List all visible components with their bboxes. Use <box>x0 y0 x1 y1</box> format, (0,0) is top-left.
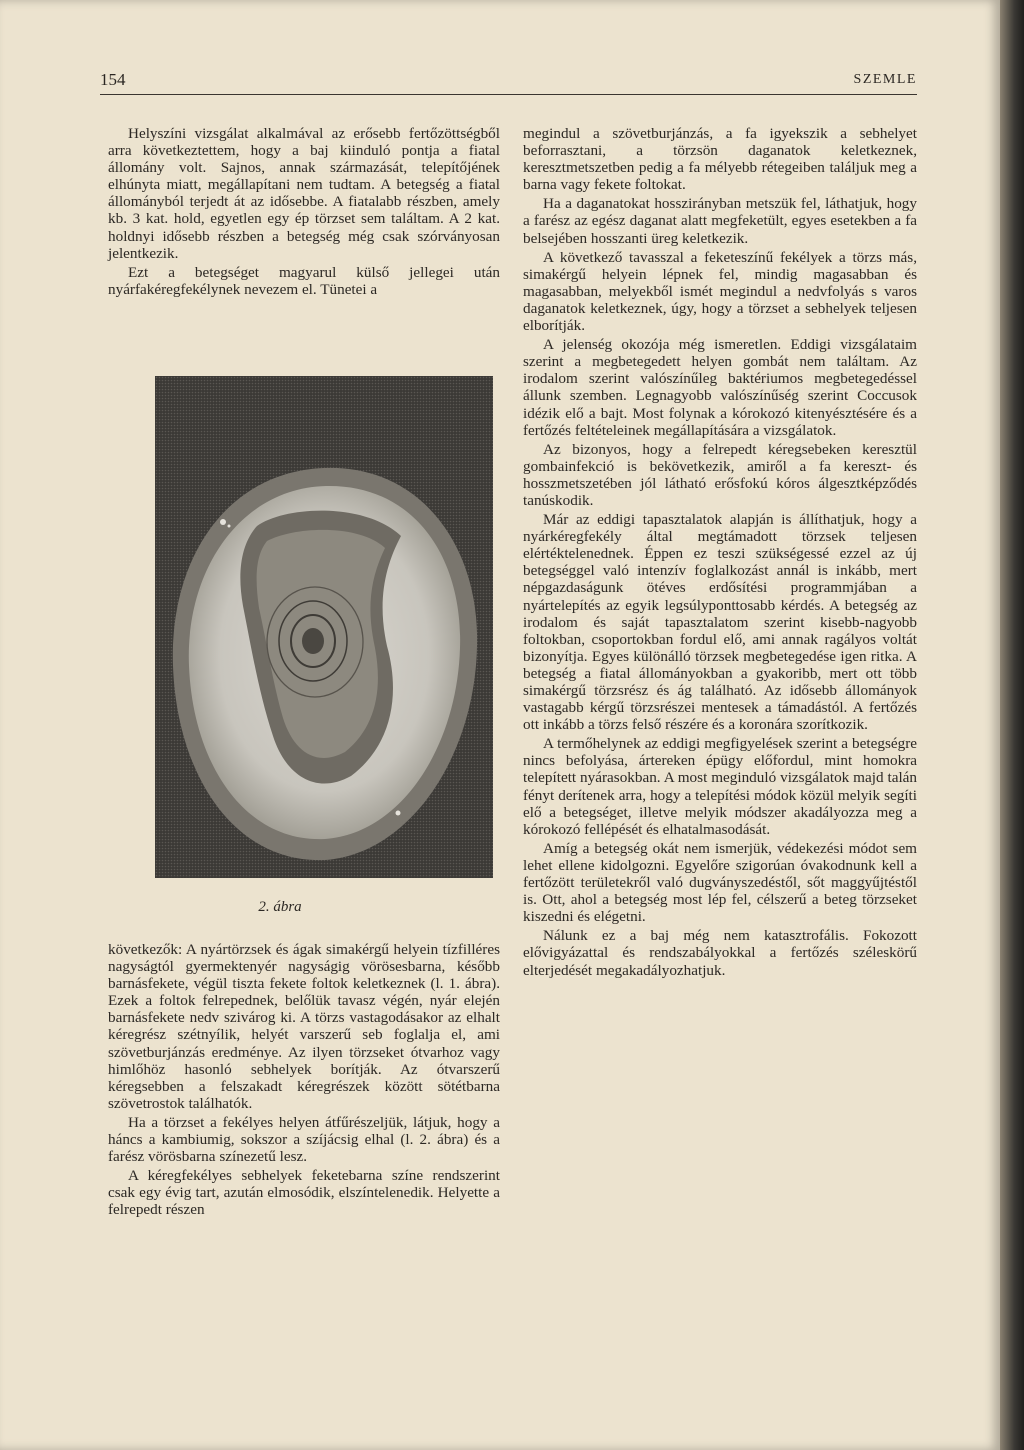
paragraph: Már az eddigi tapasztalatok alapján is állíthatjuk, hogy a nyárkéregfekély által megtámadott törzsek teljesen elértéktelenednek. Éppen ez teszi szükségessé ezzel az új betegséggel való intenzív foglalkozást annál is inkább, mert népgazdaságunk ötéves erdősítési programmjában a nyártelepítés az egyik legsúlyponttosabb kérdés. A betegség az irodalom és saját tapasztalatom szerint kisebb-nagyobb foltokban, csoportokban fordul elő, ami annak ragályos voltát bizonyítja. Egyes különálló törzsek megbetegedése igen ritka. A betegség a fiatal állományokban a gyakoribb, mert ott több simakérgű törzsrész és ág található. Az idősebb állományok vastagabb kérgű törzsrészei mentesek a támadástól. A fertőzés ott inkább a törzs felső részére és a koronára szorítkozik. <box>523 511 917 734</box>
figure-photo <box>155 376 493 878</box>
paragraph: megindul a szövetburjánzás, a fa igyekszik a sebhelyet beforrasztani, a törzsön daganatok keletkeznek, keresztmetszetben pedig a fa mélyebb rétegeiben találjuk meg a barna vagy fekete foltokat. <box>523 125 917 194</box>
poplar-trunk-cross-section-icon <box>155 376 493 878</box>
paragraph: A termőhelynek az eddigi megfigyelések szerint a betegségre nincs befolyása, ártereken épügy előfordul, mint homokra telepített nyárasokban. A most meginduló vizsgálatok majd talán fényt derítenek arra, hogy a telepítési módok közül melyik segíti elő a betegséget, illetve melyik módszer akadályozza meg a kórokozó fellépését és elhatalmasodását. <box>523 735 917 838</box>
running-head <box>100 70 917 95</box>
paragraph: Ha a törzset a fekélyes helyen átfűrészeljük, látjuk, hogy a háncs a kambiumig, sokszor a szíjácsig elhal (l. 2. ábra) és a farész vörösbarna színezetű lesz. <box>108 1113 500 1166</box>
left-column-bottom <box>108 941 500 1219</box>
journal-name: SZEMLE <box>853 72 917 87</box>
paragraph: Helyszíni vizsgálat alkalmával az erősebb fertőzöttségből arra következtettem, hogy a baj kiinduló pontja a fiatal állomány volt. Sajnos, annak származását, telepítőjének elhúnyta miatt, megállapítani nem tudtam. A betegség a fiatal állományból terjedt át az idősebbe. A fiatalabb részben, amely kb. 3 kat. hold, egyetlen egy ép törzset sem találtam. A 2 kat. holdnyi idősebb részben a betegség még csak szórványosan jelentkezik. <box>108 125 500 262</box>
figure-caption: 2. ábra <box>258 899 302 915</box>
paragraph: következők: A nyártörzsek és ágak simakérgű helyein tízfilléres nagyságtól gyermektenyér nagyságig vörösesbarna, később barnásfekete, végül tiszta fekete foltok keletkeznek (l. 1. ábra). Ezek a foltok felrepednek, belőlük tavasz végén, nyár elején barnásfekete nedv szivárog ki. A törzs vastagodásakor az elhalt kéregrész szétnyílik, helyét varszerű seb foglalja el, ami szövetburjánzás eredménye. Az ilyen törzseket ótvarhoz vagy himlőhöz hasonló sebhelyek borítják. Az ótvarszerű kéregsebben a felszakadt kéregrészek között sötétbarna szövetrostok találhatók. <box>108 941 500 1112</box>
paragraph: Ezt a betegséget magyarul külső jellegei után nyárfakéregfekélynek nevezem el. Tünetei a <box>108 263 500 298</box>
right-column <box>523 125 917 979</box>
paragraph: A kéregfekélyes sebhelyek feketebarna színe rendszerint csak egy évig tart, azután elmosódik, elszíntelenedik. Helyette a felrepedt részen <box>108 1167 500 1219</box>
paragraph: A jelenség okozója még ismeretlen. Eddigi vizsgálataim szerint a megbetegedett helyen gombát nem találtam. Az irodalom szerint valószínűleg baktériumos megbetegedéssel állunk szemben. Legnagyobb valószínűség szerint Coccusok idézik elő a bajt. Most folynak a kórokozó kitenyésztésére és a fertőzés feltételeinek megállapítására a vizsgálatok. <box>523 336 917 439</box>
left-column-top <box>108 125 500 298</box>
book-spine-shadow <box>1000 0 1024 1450</box>
paragraph: Amíg a betegség okát nem ismerjük, védekezési módot sem lehet ellene kidolgozni. Egyelőre szigorúan óvakodnunk kell a fertőzött területekről való dugványszedéstől, sőt maggyűjtéstől is. Ott, ahol a betegség most lép fel, célszerű a beteg törzseket kiszedni és elégetni. <box>523 839 917 926</box>
paragraph: Nálunk ez a baj még nem katasztrofális. Fokozott elővigyázattal és rendszabályokkal a fertőzés széleskörű elterjedését megakadályozhatjuk. <box>523 927 917 979</box>
paragraph: Ha a daganatokat hosszirányban metszük fel, láthatjuk, hogy a farész az egész daganat alatt megfeketült, egyes esetekben a fa belsejében hosszanti üreg keletkezik. <box>523 195 917 247</box>
page-number: 154 <box>100 70 126 89</box>
paragraph: A következő tavasszal a feketeszínű fekélyek a törzs más, simakérgű helyein lépnek fel, mindig magasabban és magasabban, melyekből ismét megindul a nedvfolyás s varos daganatok keletkeznek, úgy, hogy a törzset a sebhelyek teljesen elborítják. <box>523 248 917 335</box>
paragraph: Az bizonyos, hogy a felrepedt kéregsebeken keresztül gombainfekció is bekövetkezik, amiről a fa kereszt- és hosszmetszetében jól látható erősfokú kóros álgesztképződés tanúskodik. <box>523 440 917 509</box>
